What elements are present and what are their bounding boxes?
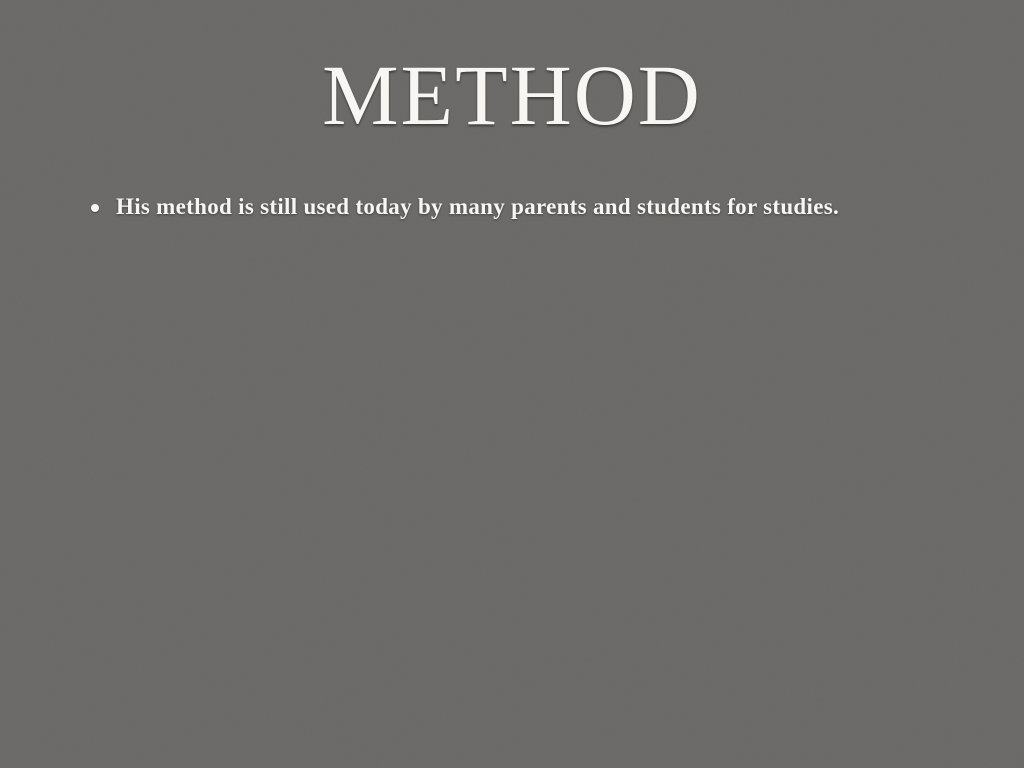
list-item — [0, 191, 1024, 223]
bullet-icon — [91, 204, 99, 212]
slide-title: METHOD — [322, 47, 702, 143]
bullet-text: His method is still used today by many parents and students for studies. — [116, 194, 840, 220]
bullet-list — [0, 191, 1024, 223]
slide-content — [0, 0, 1024, 223]
